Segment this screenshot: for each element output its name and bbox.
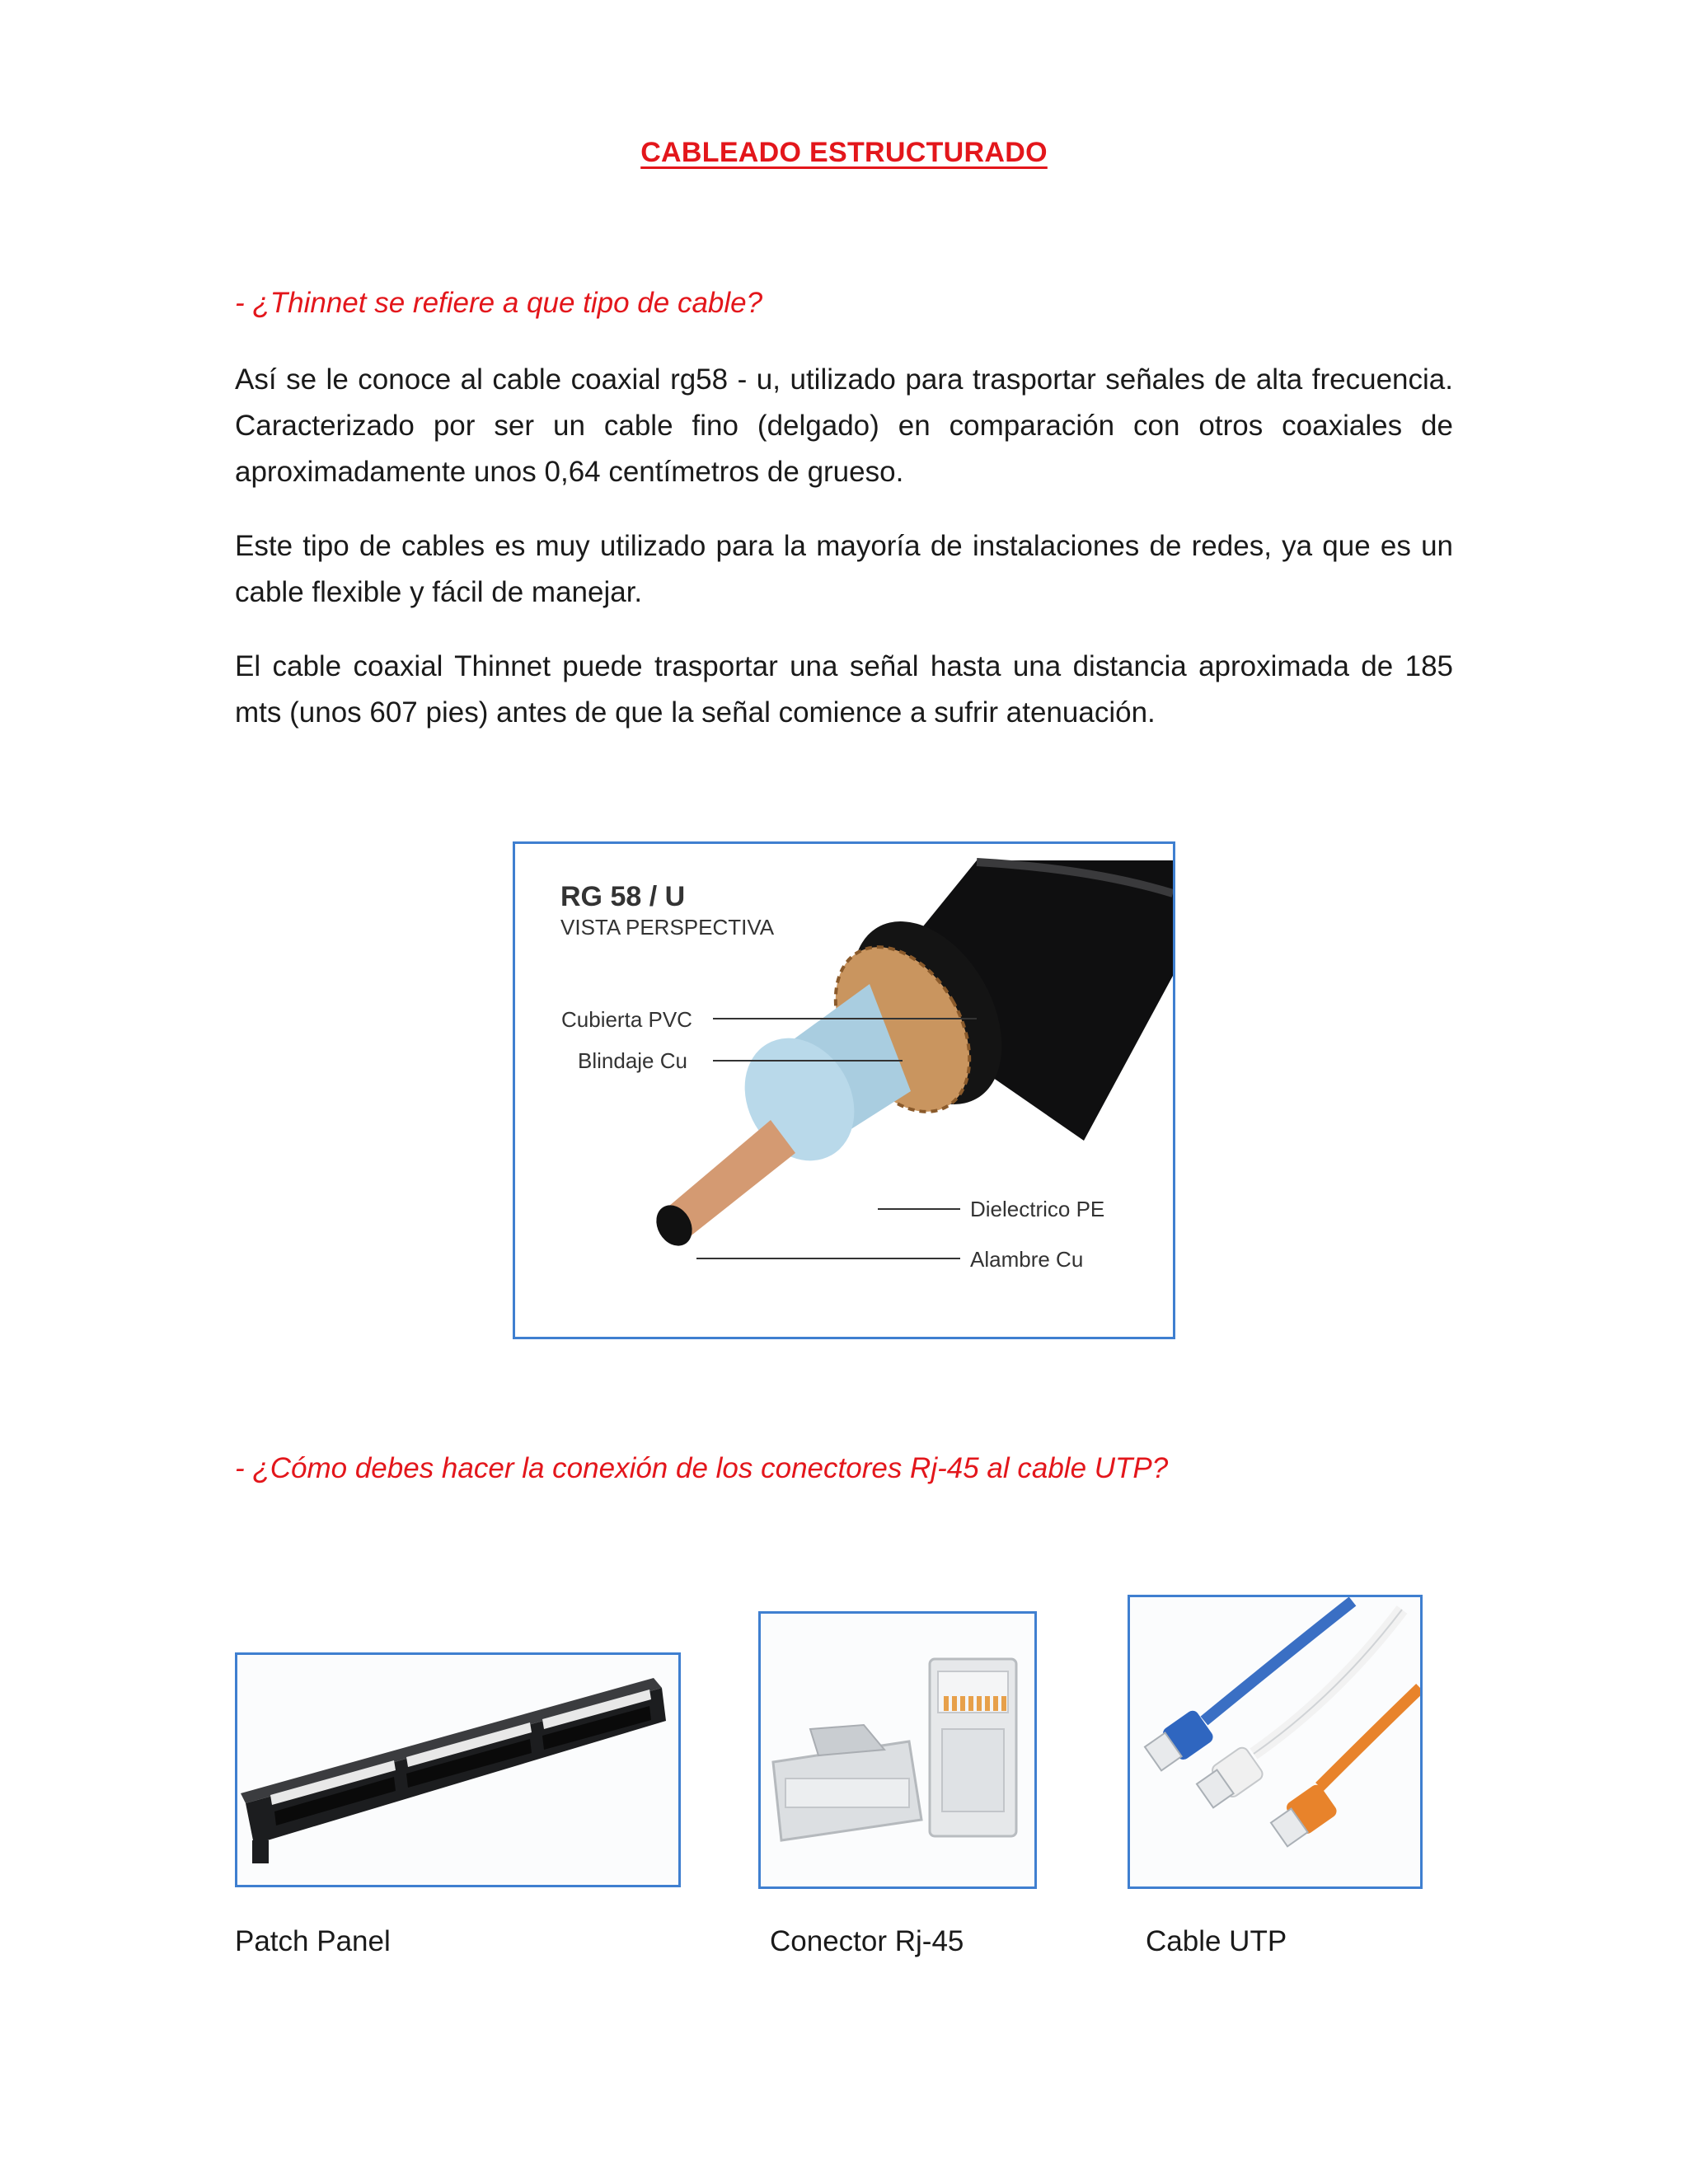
- diagram-subheading: VISTA PERSPECTIVA: [560, 915, 775, 940]
- question-thinnet: - ¿Thinnet se refiere a que tipo de cable?: [235, 287, 763, 319]
- utp-cable-image: [1128, 1595, 1423, 1889]
- paragraph-uso: Este tipo de cables es muy utilizado para la mayoría de instalaciones de redes, ya que es un cable flexible y fácil de manejar.: [235, 530, 1453, 608]
- page-title: CABLEADO ESTRUCTURADO: [640, 137, 1048, 168]
- label-cubierta-pvc: Cubierta PVC: [561, 1007, 692, 1032]
- label-dielectrico-pe: Dielectrico PE: [970, 1197, 1105, 1221]
- label-blindaje-cu: Blindaje Cu: [578, 1048, 687, 1073]
- patch-panel-image: [235, 1652, 681, 1887]
- paragraph-rg58: Así se le conoce al cable coaxial rg58 - u, utilizado para trasportar señales de alta frecuencia. Caracterizado por ser un cable fino (delgado) en comparación con otros coaxiales de aproximadamente unos 0,64 centímetros de grueso.: [235, 363, 1453, 488]
- question-rj45: - ¿Cómo debes hacer la conexión de los conectores Rj-45 al cable UTP?: [235, 1452, 1169, 1484]
- caption-conector-rj45: Conector Rj-45: [770, 1925, 964, 1957]
- paragraph-distancia: El cable coaxial Thinnet puede trasportar una señal hasta una distancia aproximada de 185 mts (unos 607 pies) antes de que la señal comience a sufrir atenuación.: [235, 650, 1453, 729]
- label-alambre-cu: Alambre Cu: [970, 1247, 1084, 1272]
- caption-cable-utp: Cable UTP: [1146, 1925, 1287, 1957]
- rj45-connector-image: [758, 1611, 1037, 1889]
- rg58-diagram: [513, 841, 1175, 1339]
- caption-patch-panel: Patch Panel: [235, 1925, 391, 1957]
- coax-cable-illustration: [515, 844, 1173, 1337]
- diagram-heading: RG 58 / U: [560, 881, 686, 912]
